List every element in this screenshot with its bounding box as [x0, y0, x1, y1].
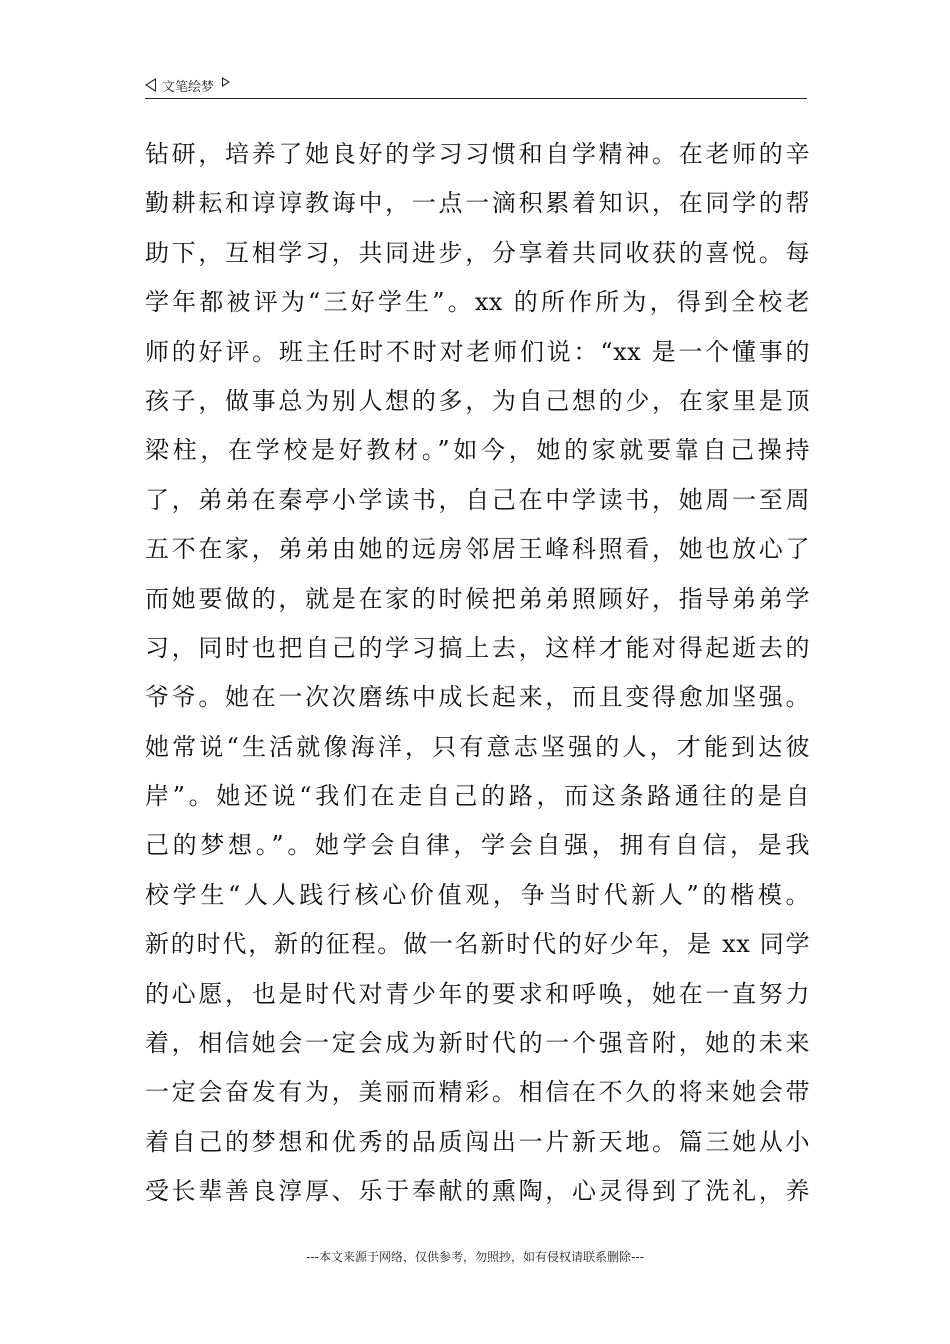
text-line: 着，相信她会一定会成为新时代的一个强音附，她的未来 — [145, 1029, 810, 1058]
text-line: 习，同时也把自己的学习搞上去，这样才能对得起逝去的 — [145, 633, 810, 662]
text-line: 岸”。她还说“我们在走自己的路，而这条路通往的是自 — [145, 782, 810, 811]
page-footer: ---本文来源于网络，仅供参考，勿照抄，如有侵权请联系删除--- — [306, 1250, 644, 1264]
header-brand — [145, 74, 230, 96]
text-line: 而她要做的，就是在家的时候把弟弟照顾好，指导弟弟学 — [145, 584, 810, 613]
text-line: 受长辈善良淳厚、乐于奉献的熏陶，心灵得到了洗礼，养 — [145, 1177, 810, 1206]
text-line: 勤耕耘和谆谆教诲中，一点一滴积累着知识，在同学的帮 — [145, 189, 810, 218]
page-header — [145, 74, 807, 99]
text-line: 一定会奋发有为，美丽而精彩。相信在不久的将来她会带 — [145, 1078, 810, 1107]
text-line: 五不在家，弟弟由她的远房邻居王峰科照看，她也放心了 — [145, 535, 810, 564]
left-triangle-icon — [145, 78, 156, 92]
text-line: 着自己的梦想和优秀的品质闯出一片新天地。篇三她从小 — [145, 1127, 810, 1156]
right-triangle-icon — [222, 77, 230, 87]
text-line: 钻研，培养了她良好的学习习惯和自学精神。在老师的辛 — [145, 140, 810, 168]
text-line: 师的好评。班主任时不时对老师们说：“xx 是一个懂事的 — [145, 337, 810, 366]
text-line: 爷爷。她在一次次磨练中成长起来，而且变得愈加坚强。 — [145, 683, 810, 712]
text-line: 她常说“生活就像海洋，只有意志坚强的人，才能到达彼 — [145, 732, 810, 761]
text-line: 新的时代，新的征程。做一名新时代的好少年，是 xx 同学 — [145, 930, 810, 959]
text-line: 助下，互相学习，共同进步，分享着共同收获的喜悦。每 — [145, 238, 810, 267]
text-line: 的心愿，也是时代对青少年的要求和呼唤，她在一直努力 — [145, 979, 810, 1008]
text-line: 了，弟弟在秦亭小学读书，自己在中学读书，她周一至周 — [145, 485, 810, 514]
text-line: 己的梦想。”。她学会自律，学会自强，拥有自信，是我 — [145, 831, 810, 860]
header-title: 文笔绘梦 — [162, 79, 215, 95]
document-body — [145, 130, 810, 1217]
text-line: 梁柱，在学校是好教材。”如今，她的家就要靠自己操持 — [145, 436, 810, 465]
text-line: 学年都被评为“三好学生”。xx 的所作所为，得到全校老 — [145, 288, 810, 317]
text-line: 孩子，做事总为别人想的多，为自己想的少，在家里是顶 — [145, 386, 810, 415]
text-line: 校学生“人人践行核心价值观，争当时代新人”的楷模。 — [145, 880, 810, 909]
